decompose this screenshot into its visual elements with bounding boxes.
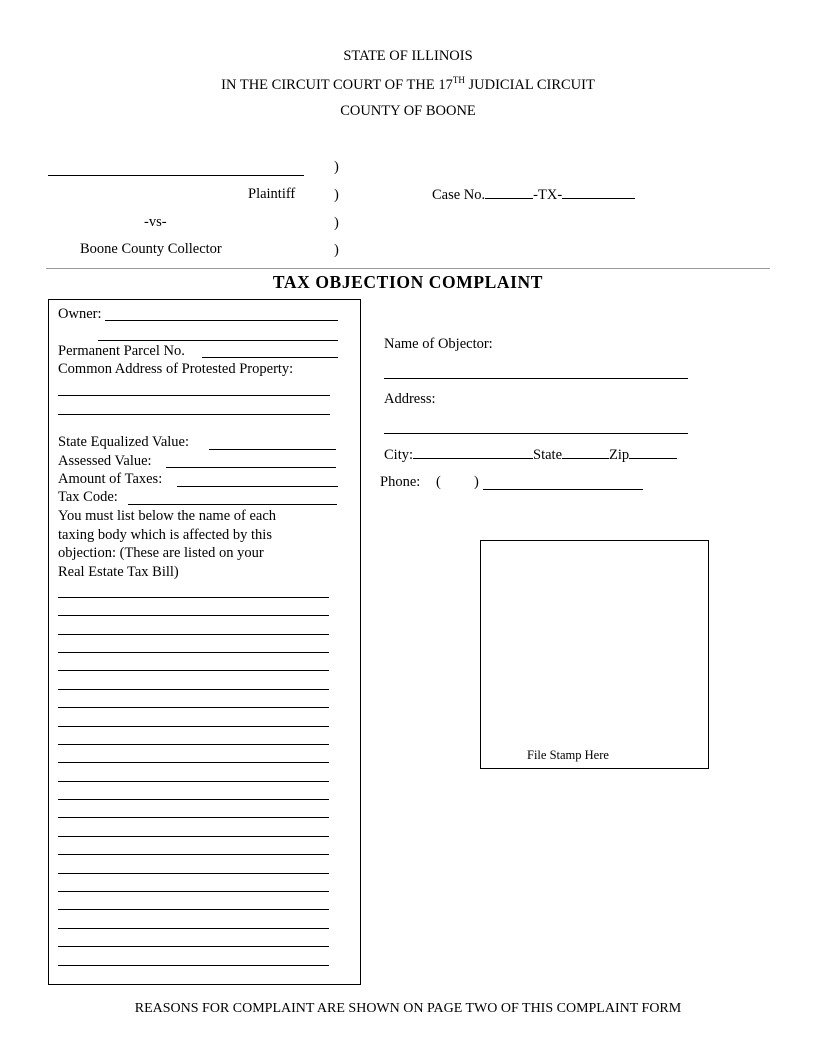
taxing-body-line[interactable] bbox=[58, 817, 329, 818]
taxing-body-line[interactable] bbox=[58, 836, 329, 837]
case-number bbox=[432, 186, 635, 204]
phone-area-open: ( bbox=[436, 474, 441, 490]
taxing-body-instruction-2: taxing body which is affected by this bbox=[58, 527, 272, 543]
taxing-body-line[interactable] bbox=[58, 744, 329, 745]
taxing-body-line[interactable] bbox=[58, 670, 329, 671]
caption-paren-2: ) bbox=[334, 187, 339, 203]
caption-divider bbox=[46, 268, 770, 269]
phone-number-field[interactable] bbox=[483, 489, 643, 490]
file-stamp-label: File Stamp Here bbox=[527, 748, 609, 762]
caption-paren-4: ) bbox=[334, 242, 339, 258]
tax-code-field[interactable] bbox=[128, 504, 337, 505]
defendant-name: Boone County Collector bbox=[80, 241, 222, 257]
taxing-body-instruction-1: You must list below the name of each bbox=[58, 508, 277, 524]
owner-field-line-2[interactable] bbox=[98, 340, 338, 341]
sev-field[interactable] bbox=[209, 449, 336, 450]
parcel-field[interactable] bbox=[202, 357, 338, 358]
amount-taxes-label: Amount of Taxes: bbox=[58, 471, 163, 487]
form-title: TAX OBJECTION COMPLAINT bbox=[272, 272, 544, 292]
assessed-value-field[interactable] bbox=[166, 467, 336, 468]
plaintiff-label: Plaintiff bbox=[248, 186, 296, 202]
zip-label: Zip bbox=[609, 447, 630, 463]
taxing-body-line[interactable] bbox=[58, 928, 329, 929]
taxing-body-instruction-4: Real Estate Tax Bill) bbox=[58, 564, 179, 580]
city-field[interactable] bbox=[413, 446, 533, 459]
city-label: City: bbox=[384, 447, 414, 463]
objector-name-field[interactable] bbox=[384, 378, 688, 379]
tax-code-label: Tax Code: bbox=[58, 489, 118, 505]
phone-area-close: ) bbox=[474, 474, 479, 490]
taxing-body-line[interactable] bbox=[58, 965, 329, 966]
court-prefix: IN THE CIRCUIT COURT OF THE 17 bbox=[221, 77, 453, 93]
vs-label: -vs- bbox=[144, 214, 167, 230]
phone-label: Phone: bbox=[380, 474, 421, 490]
taxing-body-line[interactable] bbox=[58, 891, 329, 892]
court-suffix: JUDICIAL CIRCUIT bbox=[464, 77, 595, 93]
court-superscript: TH bbox=[452, 75, 465, 85]
case-no-number-field[interactable] bbox=[562, 186, 635, 199]
taxing-body-line[interactable] bbox=[58, 762, 329, 763]
footer-note: REASONS FOR COMPLAINT ARE SHOWN ON PAGE TWO OF THIS COMPLAINT FORM bbox=[134, 1001, 682, 1016]
assessed-value-label: Assessed Value: bbox=[58, 453, 152, 469]
taxing-body-line[interactable] bbox=[58, 726, 329, 727]
court-county: COUNTY OF BOONE bbox=[340, 103, 476, 119]
protested-address-line-2[interactable] bbox=[58, 414, 330, 415]
state-field[interactable] bbox=[562, 446, 609, 459]
zip-field[interactable] bbox=[629, 446, 677, 459]
taxing-body-line[interactable] bbox=[58, 873, 329, 874]
caption-paren-1: ) bbox=[334, 159, 339, 175]
owner-label: Owner: bbox=[58, 306, 102, 322]
state-label: State bbox=[533, 447, 563, 463]
caption-paren-3: ) bbox=[334, 215, 339, 231]
address-protested-label: Common Address of Protested Property: bbox=[58, 361, 294, 377]
taxing-body-line[interactable] bbox=[58, 597, 329, 598]
court-name bbox=[0, 75, 816, 94]
taxing-body-line[interactable] bbox=[58, 909, 329, 910]
taxing-body-instruction-3: objection: (These are listed on your bbox=[58, 545, 264, 561]
objector-address-field[interactable] bbox=[384, 433, 688, 434]
objector-address-label: Address: bbox=[384, 391, 436, 407]
taxing-body-line[interactable] bbox=[58, 707, 329, 708]
taxing-body-line[interactable] bbox=[58, 689, 329, 690]
amount-taxes-field[interactable] bbox=[177, 486, 338, 487]
taxing-body-line[interactable] bbox=[58, 946, 329, 947]
taxing-body-line[interactable] bbox=[58, 652, 329, 653]
taxing-body-line[interactable] bbox=[58, 781, 329, 782]
taxing-body-line[interactable] bbox=[58, 799, 329, 800]
sev-label: State Equalized Value: bbox=[58, 434, 189, 450]
case-no-mid: -TX- bbox=[533, 187, 563, 203]
taxing-body-line[interactable] bbox=[58, 854, 329, 855]
case-no-year-field[interactable] bbox=[485, 186, 533, 199]
taxing-body-line[interactable] bbox=[58, 634, 329, 635]
court-state: STATE OF ILLINOIS bbox=[343, 48, 473, 64]
protested-address-line-1[interactable] bbox=[58, 395, 330, 396]
parcel-label: Permanent Parcel No. bbox=[58, 343, 185, 359]
taxing-body-line[interactable] bbox=[58, 615, 329, 616]
plaintiff-name-line[interactable] bbox=[48, 175, 304, 176]
objector-name-label: Name of Objector: bbox=[384, 336, 493, 352]
file-stamp-box bbox=[480, 540, 709, 769]
case-no-label: Case No. bbox=[432, 187, 486, 203]
owner-field-line-1[interactable] bbox=[105, 320, 338, 321]
city-state-zip-row bbox=[384, 446, 677, 464]
property-info-box bbox=[48, 299, 361, 985]
